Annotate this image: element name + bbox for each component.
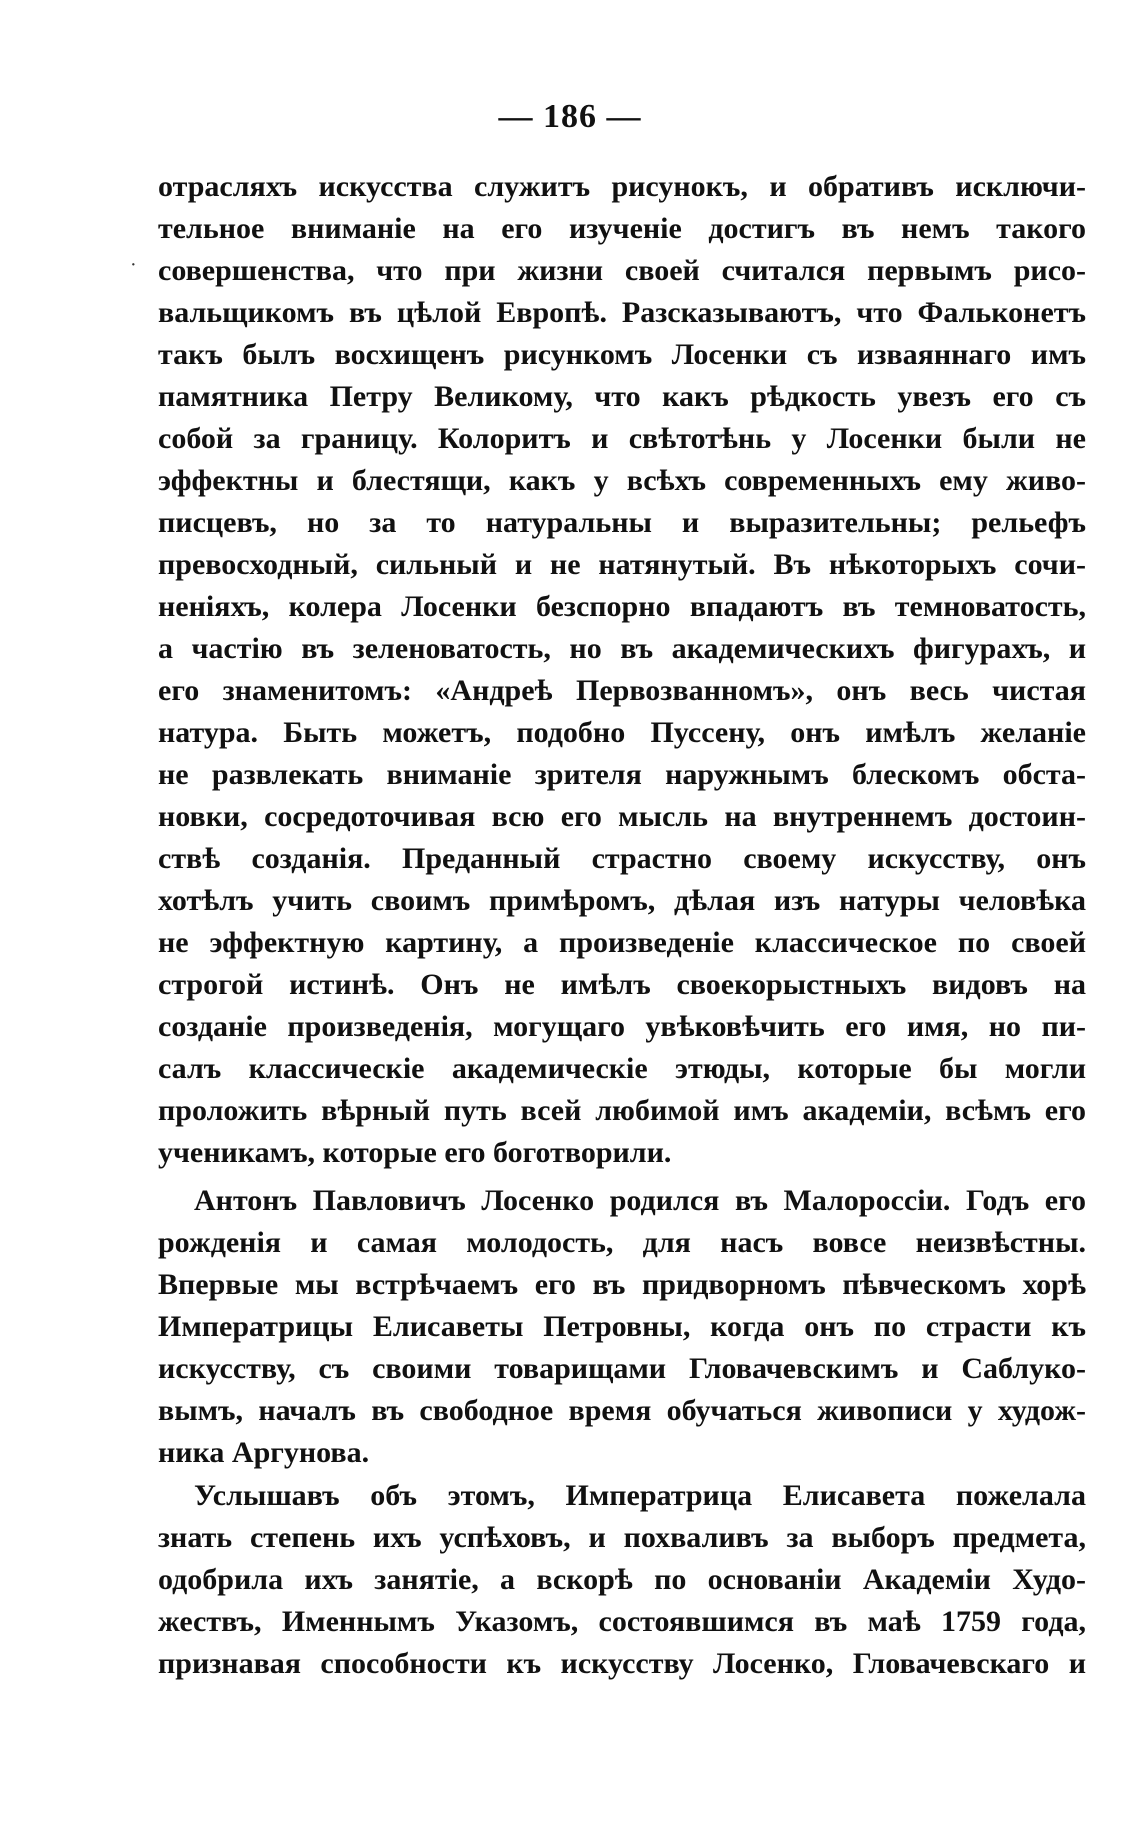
paragraph-2: [158, 1180, 1086, 1474]
text-line: такъ былъ восхищенъ рисункомъ Лосенки съ изваяннаго имъ: [158, 338, 1086, 371]
text-line: отрасляхъ искусства служитъ рисунокъ, и обративъ исключи-: [158, 170, 1086, 203]
text-line: его знаменитомъ: «Андреѣ Первозванномъ», онъ весь чистая: [158, 674, 1086, 707]
text-line: искусству, съ своими товарищами Гловачевскимъ и Саблуко-: [158, 1352, 1086, 1385]
page-number: — 186 —: [498, 98, 642, 135]
text-line: строгой истинѣ. Онъ не имѣлъ своекорыстныхъ видовъ на: [158, 968, 1086, 1001]
text-line: а частію въ зеленоватость, но въ академическихъ фигурахъ, и: [158, 632, 1086, 665]
text-line: Впервые мы встрѣчаемъ его въ придворномъ пѣвческомъ хорѣ: [158, 1268, 1086, 1301]
text-line: Антонъ Павловичъ Лосенко родился въ Малороссіи. Годъ его: [194, 1184, 1086, 1217]
text-line: хотѣлъ учить своимъ примѣромъ, дѣлая изъ натуры человѣка: [158, 884, 1086, 917]
text-line: совершенства, что при жизни своей считался первымъ рисо-: [158, 254, 1086, 287]
text-line: вальщикомъ въ цѣлой Европѣ. Разсказываютъ, что Фальконетъ: [158, 296, 1086, 329]
text-line: ствѣ созданія. Преданный страстно своему искусству, онъ: [158, 842, 1086, 875]
text-line: ученикамъ, которые его боготворили.: [158, 1136, 672, 1169]
text-line: не эффектную картину, а произведеніе классическое по своей: [158, 926, 1086, 959]
text-line: вымъ, началъ въ свободное время обучаться живописи у худож-: [158, 1394, 1086, 1427]
text-line: писцевъ, но за то натуральны и выразительны; рельефъ: [158, 506, 1086, 539]
text-line: жествъ, Именнымъ Указомъ, состоявшимся въ маѣ 1759 года,: [158, 1605, 1086, 1638]
text-line: салъ классическіе академическіе этюды, которые бы могли: [158, 1052, 1086, 1085]
paragraph-3: [158, 1475, 1086, 1685]
text-line: памятника Петру Великому, что какъ рѣдкость увезъ его съ: [158, 380, 1086, 413]
text-line: эффектны и блестящи, какъ у всѣхъ современныхъ ему живо-: [158, 464, 1086, 497]
text-line: тельное вниманіе на его изученіе достигъ въ немъ такого: [158, 212, 1086, 245]
margin-mark: ·: [130, 254, 137, 276]
text-line: неніяхъ, колера Лосенки безспорно впадаютъ въ темноватость,: [158, 590, 1086, 623]
paragraph-1: [158, 166, 1086, 1174]
text-line: проложить вѣрный путь всей любимой имъ академіи, всѣмъ его: [158, 1094, 1086, 1127]
text-line: превосходный, сильный и не натянутый. Въ нѣкоторыхъ сочи-: [158, 548, 1086, 581]
text-line: натура. Быть можетъ, подобно Пуссену, онъ имѣлъ желаніе: [158, 716, 1086, 749]
text-line: признавая способности къ искусству Лосенко, Гловачевскаго и: [158, 1647, 1086, 1680]
text-line: созданіе произведенія, могущаго увѣковѣчить его имя, но пи-: [158, 1010, 1086, 1043]
text-line: одобрила ихъ занятіе, а вскорѣ по основаніи Академіи Худо-: [158, 1563, 1086, 1596]
text-line: не развлекать вниманіе зрителя наружнымъ блескомъ обста-: [158, 758, 1086, 791]
text-line: собой за границу. Колоритъ и свѣтотѣнь у Лосенки были не: [158, 422, 1086, 455]
text-line: Услышавъ объ этомъ, Императрица Елисавета пожелала: [194, 1479, 1086, 1512]
text-line: ника Аргунова.: [158, 1436, 370, 1469]
text-line: рожденія и самая молодость, для насъ вовсе неизвѣстны.: [158, 1226, 1086, 1259]
text-line: Императрицы Елисаветы Петровны, когда онъ по страсти къ: [158, 1310, 1086, 1343]
text-line: новки, сосредоточивая всю его мысль на внутреннемъ достоин-: [158, 800, 1086, 833]
text-line: знать степень ихъ успѣховъ, и похваливъ за выборъ предмета,: [158, 1521, 1086, 1554]
